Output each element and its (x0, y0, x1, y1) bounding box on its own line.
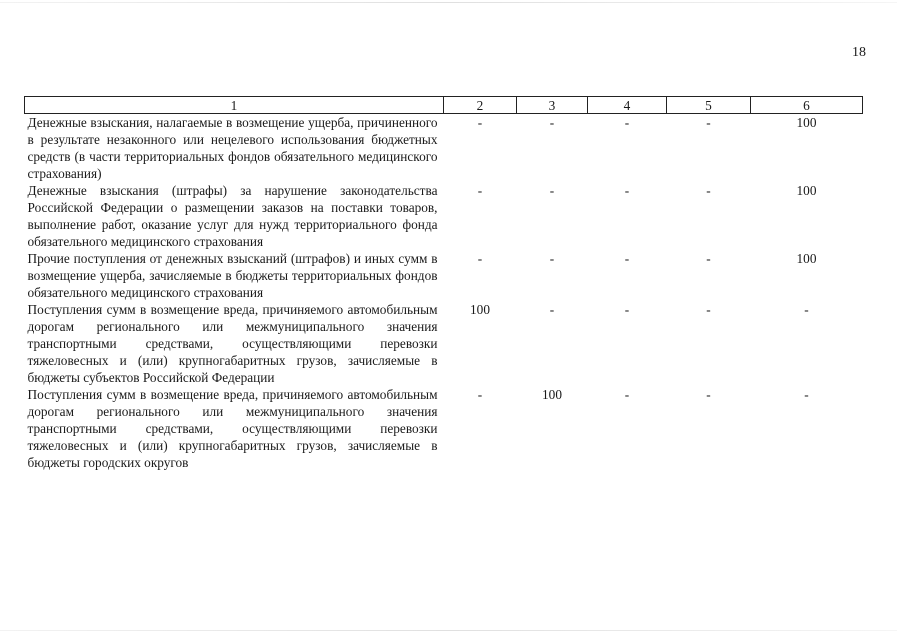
table-row (25, 114, 863, 183)
row-description: Денежные взыскания, налагаемые в возмещение ущерба, причиненного в результате незаконного или нецелевого использования бюджетных средств (в части территориальных фондов обязательного медицинского страхования) (27, 115, 438, 181)
row-value-col3: - (549, 251, 555, 266)
row-description: Поступления сумм в возмещение вреда, причиняемого автомобильным дорогам регионального или межмуниципального значения транспортными средствами, осуществляющими перевозки тяжеловесных и (или) крупногабаритных грузов, зачисляемые в бюджеты субъектов Российской Федерации (27, 302, 438, 385)
row-value-col4: - (624, 251, 630, 266)
table-row (25, 250, 863, 301)
row-value-col6: - (804, 302, 809, 317)
row-value-col2: - (477, 251, 483, 266)
header-row (25, 97, 863, 114)
row-value-col2: - (477, 387, 483, 402)
row-value-col6: 100 (796, 183, 817, 198)
row-value-col5: - (706, 183, 711, 198)
row-value-col2: - (477, 183, 483, 198)
row-description: Прочие поступления от денежных взысканий (штрафов) и иных сумм в возмещение ущерба, зачисляемые в бюджеты территориальных фондов обязательного медицинского страхования (27, 251, 438, 300)
column-header-2: 2 (444, 97, 517, 114)
row-value-col6: - (804, 387, 809, 402)
row-value-col6: 100 (796, 251, 817, 266)
table-row (25, 182, 863, 250)
row-value-col3: 100 (542, 387, 562, 402)
row-value-col5: - (706, 302, 711, 317)
row-value-col5: - (706, 387, 711, 402)
row-value-col4: - (624, 183, 630, 198)
row-value-col3: - (549, 302, 555, 317)
table-row (25, 386, 863, 471)
row-value-col2: 100 (470, 302, 490, 317)
revenue-table (24, 96, 863, 471)
column-header-3: 3 (517, 97, 588, 114)
page-number: 18 (852, 45, 866, 60)
row-value-col3: - (549, 115, 555, 130)
row-value-col4: - (624, 387, 630, 402)
row-value-col3: - (549, 183, 555, 198)
column-header-5: 5 (667, 97, 751, 114)
table-row (25, 301, 863, 386)
row-value-col4: - (624, 115, 630, 130)
row-value-col2: - (477, 115, 483, 130)
column-header-4: 4 (588, 97, 667, 114)
row-value-col5: - (706, 115, 711, 130)
row-value-col5: - (706, 251, 711, 266)
row-value-col6: 100 (796, 115, 817, 130)
column-header-6: 6 (751, 97, 863, 114)
scan-artifact-top (0, 2, 897, 3)
row-value-col4: - (624, 302, 630, 317)
row-description: Поступления сумм в возмещение вреда, причиняемого автомобильным дорогам регионального или межмуниципального значения транспортными средствами, осуществляющими перевозки тяжеловесных и (или) крупногабаритных грузов, зачисляемые в бюджеты городских округов (27, 387, 438, 470)
scan-artifact-bottom (0, 630, 897, 631)
column-header-1: 1 (25, 97, 444, 114)
row-description: Денежные взыскания (штрафы) за нарушение законодательства Российской Федерации о размещении заказов на поставки товаров, выполнение работ, оказание услуг для нужд территориального фонда обязательного медицинского страхования (27, 183, 438, 249)
